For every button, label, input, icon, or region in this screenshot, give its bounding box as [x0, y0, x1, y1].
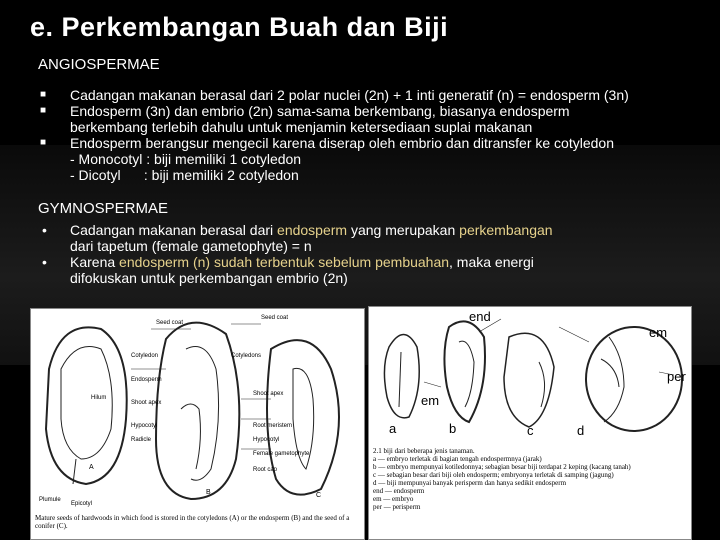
fig1-label: Root cap [253, 467, 278, 473]
seed-a-outline [46, 327, 127, 484]
gymnospermae-list [38, 222, 698, 286]
round-bullet-icon: • [42, 222, 47, 238]
seed-types-drawing [369, 307, 691, 442]
angiospermae-list [38, 87, 718, 183]
fig1-label: Seed coat [156, 320, 184, 326]
fig1-label: Shoot apex [253, 391, 284, 397]
seed-anatomy-drawing [31, 309, 364, 509]
caption-line: end — endosperm [373, 487, 425, 495]
fig1-label: Hypocotyl [131, 423, 158, 429]
fig1-label: B [206, 489, 211, 496]
label-leader-lines [131, 324, 271, 449]
fig1-caption: Mature seeds of hardwoods in which food is stored in the cotyledons (A) or the endosperm (B) and the seed of a conifer (C). [35, 514, 350, 530]
fig2-caption [373, 447, 687, 511]
seed-b-shape [444, 321, 485, 422]
seed-d-embryo [604, 337, 624, 422]
fig1-label: Seed coat [261, 315, 289, 321]
fig2-label: em [649, 325, 668, 340]
list-item: • Karena endosperm (n) sudah terbentuk sebelum pembuahan, maka energi [42, 254, 534, 270]
fig2-label: em [421, 393, 440, 408]
list-item-continuation: - Dicotyl : biji memiliki 2 cotyledon [70, 167, 299, 183]
seed-c-outline [267, 340, 339, 495]
fig2-label: end [469, 309, 491, 324]
square-bullet-icon: ■ [40, 105, 47, 116]
caption-line: b — embryo mempunyai kotiledonnya; sebagian besar biji terdapat 2 keping (kacang tanah) [373, 463, 631, 471]
gymnospermae-heading: GYMNOSPERMAE [38, 200, 169, 217]
list-item: ■ Endosperm berangsur mengecil karena diserap oleh embrio dan ditransfer ke cotyledon [40, 135, 614, 151]
square-bullet-icon: ■ [40, 137, 47, 148]
slide-title: e. Perkembangan Buah dan Biji [30, 12, 449, 42]
caption-line: em — embryo [373, 495, 414, 503]
seed-a-shape [384, 335, 419, 418]
list-item-continuation: dari tapetum (female gametophyte) = n [70, 238, 312, 254]
caption-line: c — sebagian besar dari biji oleh endosperm; embryonya terletak di samping (jagung) [373, 471, 614, 479]
fig1-label: Epicotyl [71, 501, 93, 507]
seed-c-embryo [539, 362, 545, 407]
seed-b-hypocotyl [181, 404, 200, 469]
seed-a-cotyledon [61, 347, 112, 460]
fig1-label: Endosperm [131, 377, 162, 383]
caption-line: d — biji mempunyai banyak perisperm dan hanya sedikit endosperm [373, 479, 567, 487]
caption-line: per — perisperm [373, 503, 421, 511]
square-bullet-icon: ■ [40, 89, 47, 100]
fig1-label: Cotyledons [231, 353, 262, 359]
caption-line: a — embryo terletak di bagian tengah endospermnya (jarak) [373, 455, 542, 463]
seed-b-outline [156, 323, 239, 499]
list-item: ■ Endosperm (3n) dan embrio (2n) sama-sama berkembang, biasanya endosperm [40, 103, 570, 119]
angiospermae-heading: ANGIOSPERMAE [38, 56, 160, 73]
list-item: ■ Cadangan makanan berasal dari 2 polar nuclei (2n) + 1 inti generatif (n) = endosperm (3n) [40, 87, 629, 103]
fig1-label: C [316, 492, 322, 499]
fig1-label: Radicle [131, 437, 152, 443]
seed-anatomy-figure [30, 308, 365, 540]
fig1-label: Plumule [39, 497, 61, 503]
seed-b-embryo [186, 347, 219, 481]
fig1-label: Hilum [91, 395, 107, 401]
fig2-label: a [389, 421, 397, 436]
caption-line: 2.1 biji dari beberapa jenis tanaman. [373, 447, 475, 455]
seed-a-embryo [399, 352, 401, 407]
list-item-continuation: difokuskan untuk perkembangan embrio (2n) [70, 270, 348, 286]
fig2-label: per [667, 369, 686, 384]
list-item-continuation: berkembang terlebih dahulu untuk menjamin ketersediaan suplai makanan [70, 119, 533, 135]
fig1-label: Hypocotyl [253, 437, 280, 443]
list-item: • Cadangan makanan berasal dari endosperm yang merupakan perkembangan [42, 222, 553, 238]
fig1-label: Root meristem [253, 423, 293, 429]
fig1-label: Female gametophyte [253, 451, 310, 457]
round-bullet-icon: • [42, 254, 47, 270]
fig2-label: c [527, 423, 534, 438]
fig1-label: Shoot apex [131, 400, 162, 406]
seed-b-cotyledon [459, 341, 474, 407]
fig2-label: b [449, 421, 457, 436]
fig1-label: A [89, 464, 94, 471]
fig1-label: Cotyledon [131, 353, 159, 359]
seed-types-figure [368, 306, 692, 540]
seed-d-perisperm-line [601, 359, 619, 387]
seed-c-shape [504, 333, 554, 427]
list-item-continuation: - Monocotyl : biji memiliki 1 cotyledon [70, 151, 302, 167]
fig2-label: d [577, 423, 585, 438]
